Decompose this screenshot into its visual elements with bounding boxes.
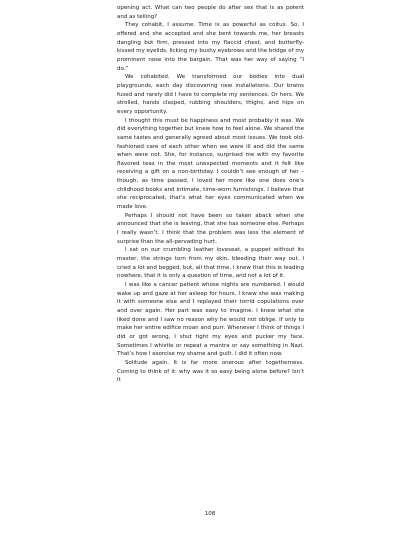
- paragraph: I thought this must be happiness and most probably it was. We did everything together but knew how to feel alone. We shared the same tastes and generally agreed about most issues. We took old-fashioned care of each other when we were ill and did the same when were not. She, for instance, surprised me with my favorite flavored teas in the most unexpected moments and it felt like receiving a gift on a non-birthday. I couldn’t see enough of her – though, as time passed, I loved her more like one does one’s childhood books and intimate, time-worn furnishings. I believe that she reciprocated, that’s what her eyes communicated when we made love.: [117, 117, 304, 211]
- paragraph: They cohabit, I assume. Time is as powerful as coitus. So, I offered and she accepted and she bent towards me, her breasts dangling but firm, pressed into my flaccid chest, and butterfly-kissed my eyelids, licking my bushy eyebrows and the bridge of my prominent nose into the bargain. That was her way of saying “I do.”: [117, 22, 304, 72]
- paragraph: I was like a cancer patient whose nights are numbered. I would wake up and gaze at her asleep for hours. I knew she was making it with someone else and I replayed their torrid copulations over and over again. Her part was easy to imagine. I knew what she liked done and I saw no reason why he would not oblige, if only to make her entire edifice moan and purr. Whenever I think of things I did or got wrong, I shut tight my eyes and pucker my face. Sometimes I whistle or repeat a mantra or say something in Nazi. That’s how I exorcise my shame and guilt. I did it often now.: [117, 282, 304, 358]
- paragraph: opening act. What can two people do after sex that is as potent and as telling?: [117, 5, 304, 20]
- paragraph: We cohabited. We transformed our bodies into dual playgrounds, each day discovering new installations. Our brains fused and rarely did I have to complete my sentences. Or hers. We strolled, hands clasped, rubbing shoulders, thighs, and hips on every opportunity.: [117, 74, 304, 115]
- paragraph: Perhaps I should not have been so taken aback when she announced that she is leaving, that she has someone else. Perhaps I really wasn’t. I think that the problem was less the element of surprise than the all-pervading hurt.: [117, 212, 304, 245]
- body-text: [117, 4, 304, 385]
- paragraph: Solitude again. It is far more onerous after togetherness. Coming to think of it: why was it so easy being alone before? Isn’t it: [117, 359, 304, 384]
- paragraph: I sat on our crumbling leather loveseat, a puppet without its master, the strings torn from my skin, bleeding their way out. I cried a lot and begged, but, all that time, I knew that this is leading nowhere, that it is only a question of time, and not a lot of it.: [117, 247, 304, 280]
- page-number: 108: [204, 511, 216, 517]
